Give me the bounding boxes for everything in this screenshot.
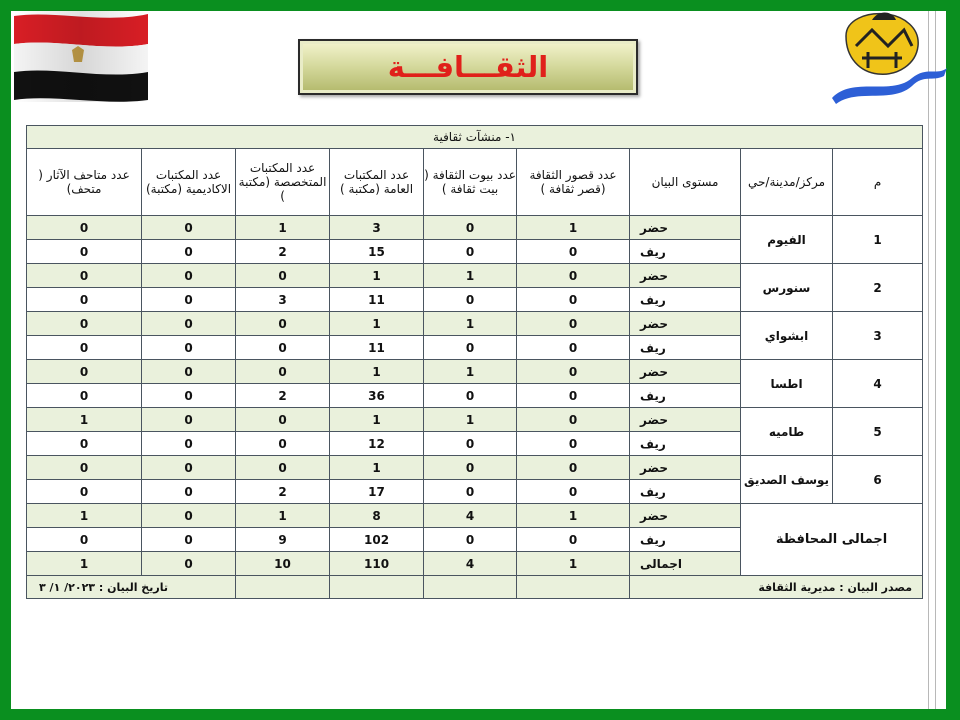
houses-cell: 0	[424, 384, 517, 408]
palaces-cell: 0	[517, 336, 630, 360]
museums-cell: 0	[27, 240, 142, 264]
museums-cell: 0	[27, 336, 142, 360]
special-libs-cell: 0	[236, 456, 330, 480]
academic-libs-cell: 0	[142, 264, 236, 288]
special-libs-cell: 1	[236, 504, 330, 528]
public-libs-cell: 1	[330, 456, 424, 480]
header-special-libs: عدد المكتبات المتخصصة (مكتبة )	[236, 149, 330, 216]
level-cell: حضر	[630, 504, 741, 528]
houses-cell: 1	[424, 264, 517, 288]
row-number-cell: 3	[833, 312, 923, 360]
special-libs-cell: 0	[236, 432, 330, 456]
row-number-cell: 6	[833, 456, 923, 504]
houses-cell: 0	[424, 216, 517, 240]
public-libs-cell: 1	[330, 360, 424, 384]
academic-libs-cell: 0	[142, 504, 236, 528]
table-row	[27, 408, 923, 432]
data-date: تاريخ البيان : ٢٠٢٣/ ١/ ٣	[27, 576, 236, 599]
public-libs-cell: 1	[330, 264, 424, 288]
houses-cell: 0	[424, 288, 517, 312]
row-number-cell: 2	[833, 264, 923, 312]
frame-stripe	[928, 11, 936, 709]
public-libs-cell: 11	[330, 288, 424, 312]
houses-cell: 1	[424, 312, 517, 336]
special-libs-cell: 0	[236, 360, 330, 384]
level-cell: ريف	[630, 240, 741, 264]
houses-cell: 1	[424, 408, 517, 432]
houses-cell: 0	[424, 432, 517, 456]
special-libs-cell: 0	[236, 336, 330, 360]
special-libs-cell: 2	[236, 480, 330, 504]
academic-libs-cell: 0	[142, 528, 236, 552]
houses-cell: 1	[424, 360, 517, 384]
palaces-cell: 0	[517, 312, 630, 336]
public-libs-cell: 17	[330, 480, 424, 504]
public-libs-cell: 102	[330, 528, 424, 552]
academic-libs-cell: 0	[142, 552, 236, 576]
palaces-cell: 0	[517, 384, 630, 408]
houses-cell: 0	[424, 456, 517, 480]
level-cell: ريف	[630, 288, 741, 312]
houses-cell: 0	[424, 480, 517, 504]
museums-cell: 0	[27, 312, 142, 336]
public-libs-cell: 1	[330, 312, 424, 336]
level-cell: حضر	[630, 264, 741, 288]
museums-cell: 0	[27, 264, 142, 288]
museums-cell: 1	[27, 552, 142, 576]
museums-cell: 0	[27, 480, 142, 504]
row-number-cell: 1	[833, 216, 923, 264]
special-libs-cell: 10	[236, 552, 330, 576]
district-name-cell: اطسا	[741, 360, 833, 408]
district-name-cell: الفيوم	[741, 216, 833, 264]
museums-cell: 0	[27, 216, 142, 240]
museums-cell: 0	[27, 528, 142, 552]
table-caption: ١- منشآت ثقافية	[27, 126, 923, 149]
public-libs-cell: 11	[330, 336, 424, 360]
table-row	[27, 312, 923, 336]
header-academic-libs: عدد المكتبات الاكاديمية (مكتبة)	[142, 149, 236, 216]
footer-empty-cell	[424, 576, 517, 599]
special-libs-cell: 0	[236, 264, 330, 288]
header-houses: عدد بيوت الثقافة ( بيت ثقافة )	[424, 149, 517, 216]
table-row	[27, 504, 923, 528]
palaces-cell: 0	[517, 264, 630, 288]
district-name-cell: طاميه	[741, 408, 833, 456]
level-cell: حضر	[630, 216, 741, 240]
title-banner	[298, 39, 638, 95]
museums-cell: 1	[27, 504, 142, 528]
special-libs-cell: 2	[236, 240, 330, 264]
level-cell: ريف	[630, 480, 741, 504]
academic-libs-cell: 0	[142, 336, 236, 360]
special-libs-cell: 0	[236, 312, 330, 336]
palaces-cell: 0	[517, 240, 630, 264]
public-libs-cell: 15	[330, 240, 424, 264]
academic-libs-cell: 0	[142, 432, 236, 456]
academic-libs-cell: 0	[142, 312, 236, 336]
header-m: م	[833, 149, 923, 216]
academic-libs-cell: 0	[142, 384, 236, 408]
palaces-cell: 0	[517, 432, 630, 456]
footer-empty-cell	[236, 576, 330, 599]
houses-cell: 0	[424, 240, 517, 264]
palaces-cell: 0	[517, 288, 630, 312]
museums-cell: 0	[27, 432, 142, 456]
museums-cell: 0	[27, 384, 142, 408]
header-public-libs: عدد المكتبات العامة (مكتبة )	[330, 149, 424, 216]
museums-cell: 0	[27, 456, 142, 480]
cultural-facilities-table	[26, 125, 923, 599]
governorate-logo-icon	[832, 6, 947, 106]
academic-libs-cell: 0	[142, 360, 236, 384]
houses-cell: 0	[424, 336, 517, 360]
museums-cell: 0	[27, 360, 142, 384]
row-number-cell: 4	[833, 360, 923, 408]
header-district: مركز/مدينة/حي	[741, 149, 833, 216]
public-libs-cell: 1	[330, 408, 424, 432]
table-footer-row	[27, 576, 923, 599]
palaces-cell: 0	[517, 480, 630, 504]
page-title: الثقـــافـــة	[387, 50, 549, 84]
egypt-flag-icon	[14, 10, 148, 102]
academic-libs-cell: 0	[142, 288, 236, 312]
table-row	[27, 264, 923, 288]
data-source: مصدر البيان : مديرية الثقافة	[630, 576, 923, 599]
public-libs-cell: 110	[330, 552, 424, 576]
level-cell: حضر	[630, 408, 741, 432]
public-libs-cell: 8	[330, 504, 424, 528]
footer-empty-cell	[330, 576, 424, 599]
table-row	[27, 360, 923, 384]
academic-libs-cell: 0	[142, 216, 236, 240]
district-name-cell: ابشواي	[741, 312, 833, 360]
special-libs-cell: 3	[236, 288, 330, 312]
level-cell: ريف	[630, 528, 741, 552]
museums-cell: 0	[27, 288, 142, 312]
footer-empty-cell	[517, 576, 630, 599]
houses-cell: 0	[424, 528, 517, 552]
level-cell: ريف	[630, 432, 741, 456]
special-libs-cell: 2	[236, 384, 330, 408]
academic-libs-cell: 0	[142, 456, 236, 480]
district-name-cell: سنورس	[741, 264, 833, 312]
header-level: مستوى البيان	[630, 149, 741, 216]
academic-libs-cell: 0	[142, 240, 236, 264]
museums-cell: 1	[27, 408, 142, 432]
level-cell: اجمالى	[630, 552, 741, 576]
table-row	[27, 456, 923, 480]
palaces-cell: 1	[517, 216, 630, 240]
special-libs-cell: 9	[236, 528, 330, 552]
row-number-cell: 5	[833, 408, 923, 456]
level-cell: حضر	[630, 360, 741, 384]
header-palaces: عدد قصور الثقافة (قصر ثقافة )	[517, 149, 630, 216]
governorate-total-label: اجمالى المحافظة	[741, 504, 923, 576]
palaces-cell: 1	[517, 504, 630, 528]
palaces-cell: 0	[517, 408, 630, 432]
academic-libs-cell: 0	[142, 408, 236, 432]
level-cell: ريف	[630, 336, 741, 360]
public-libs-cell: 12	[330, 432, 424, 456]
palaces-cell: 1	[517, 552, 630, 576]
palaces-cell: 0	[517, 456, 630, 480]
special-libs-cell: 0	[236, 408, 330, 432]
public-libs-cell: 3	[330, 216, 424, 240]
table-row	[27, 216, 923, 240]
houses-cell: 4	[424, 504, 517, 528]
houses-cell: 4	[424, 552, 517, 576]
academic-libs-cell: 0	[142, 480, 236, 504]
level-cell: حضر	[630, 312, 741, 336]
header-museums: عدد متاحف الآثار ( متحف)	[27, 149, 142, 216]
palaces-cell: 0	[517, 360, 630, 384]
district-name-cell: يوسف الصديق	[741, 456, 833, 504]
palaces-cell: 0	[517, 528, 630, 552]
public-libs-cell: 36	[330, 384, 424, 408]
level-cell: ريف	[630, 384, 741, 408]
special-libs-cell: 1	[236, 216, 330, 240]
level-cell: حضر	[630, 456, 741, 480]
